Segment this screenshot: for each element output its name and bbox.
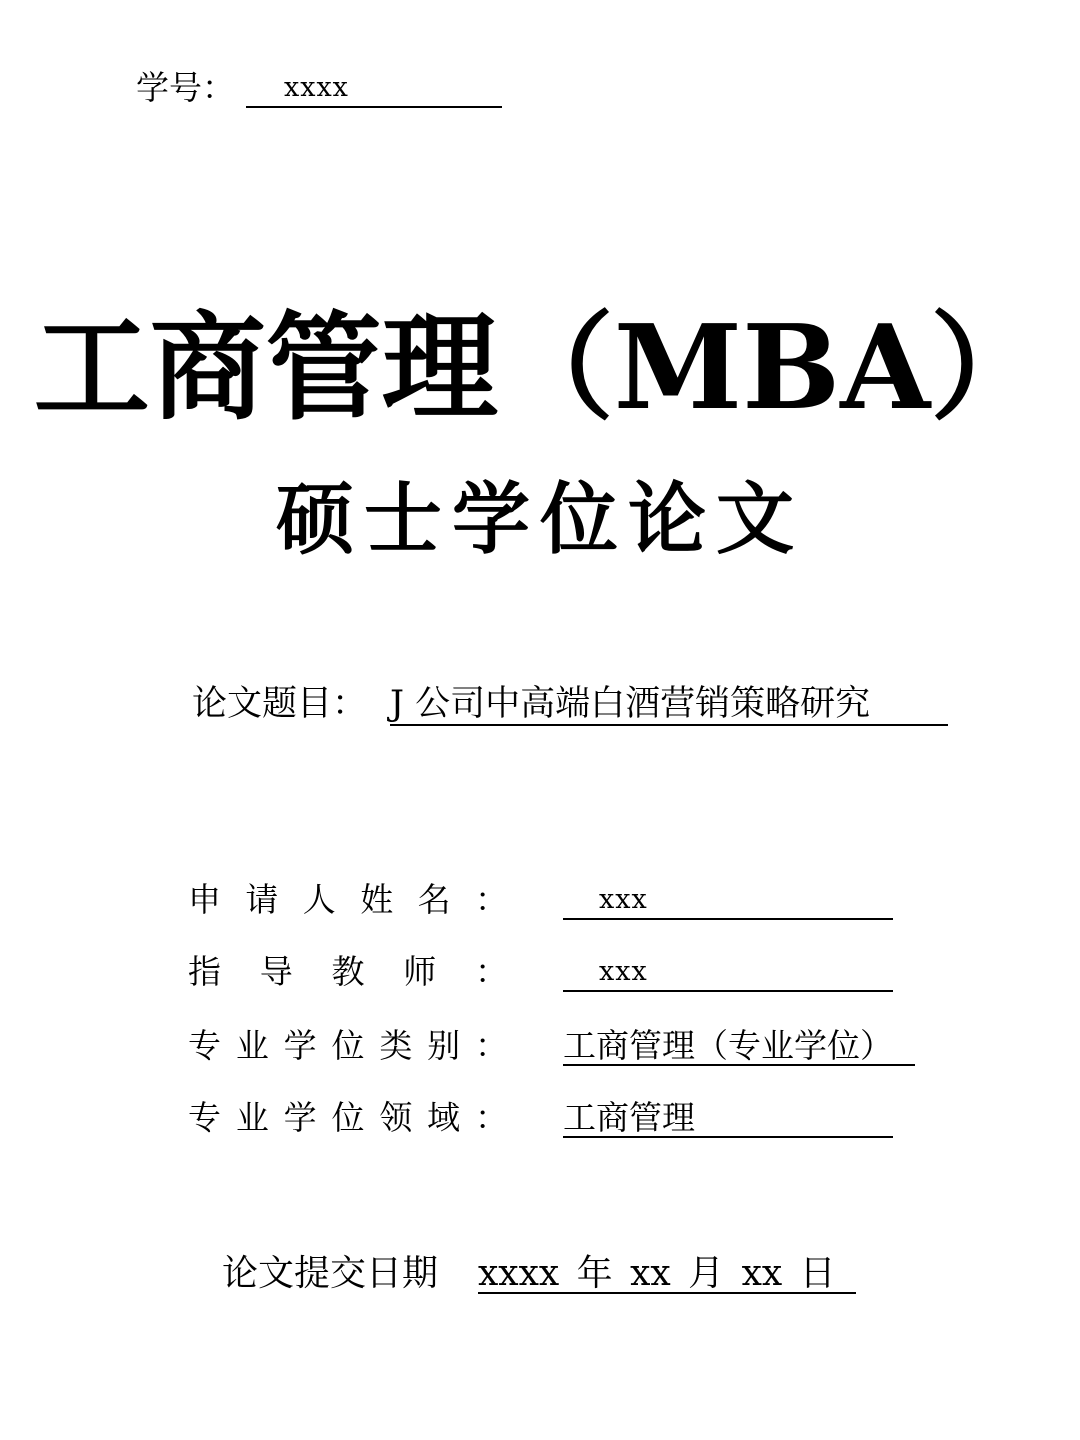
applicant-name-value: xxx [563, 874, 893, 920]
thesis-topic-label: 论文题目： [192, 684, 368, 724]
submission-date-value: xxxx 年 xx 月 xx 日 [478, 1246, 856, 1294]
student-number-label: 学号： [136, 68, 235, 107]
thesis-topic-value: J 公司中高端白酒营销策略研究 [390, 676, 948, 726]
advisor-value: xxx [563, 946, 893, 992]
degree-type-value: 工商管理（专业学位） [563, 1020, 915, 1066]
degree-field-value: 工商管理 [563, 1092, 893, 1138]
student-number-value: xxxx [246, 64, 502, 108]
degree-type-label: 专业学位类别： [188, 1026, 508, 1065]
submission-date-label: 论文提交日期 [222, 1253, 439, 1294]
degree-field-label: 专业学位领域： [188, 1098, 508, 1137]
main-title: 工商管理（MBA） [33, 300, 1047, 436]
advisor-label: 指导教师： [188, 952, 508, 991]
sub-title: 硕士学位论文 [275, 474, 804, 565]
applicant-name-label: 申请人姓名： [188, 880, 508, 919]
